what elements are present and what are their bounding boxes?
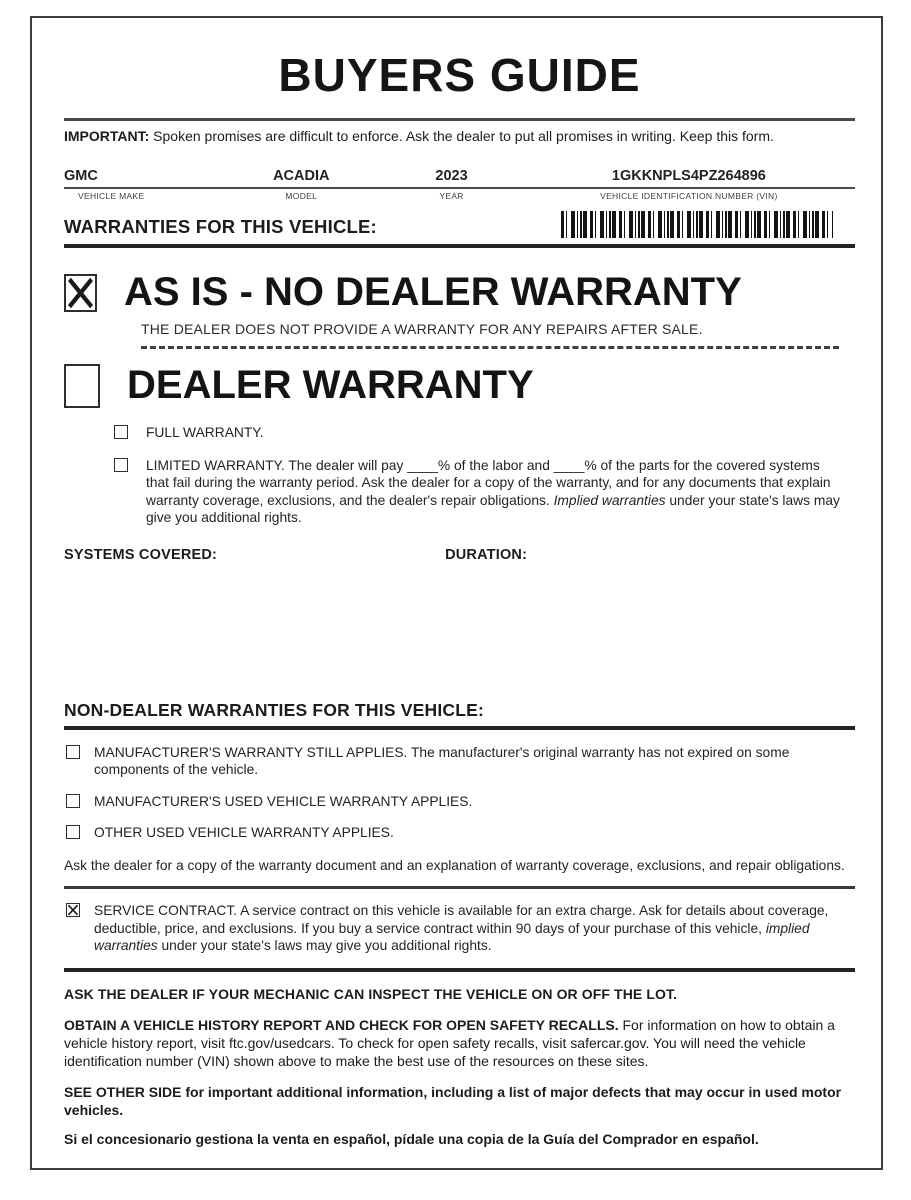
non-dealer-bottom-divider: [64, 886, 855, 889]
limited-warranty-text-main: LIMITED WARRANTY. The dealer will pay ____% of the labor and ____% of the parts for the covered systems that fail during the warranty period. Ask the dealer for a copy of the warranty, and for any documents that explain warranty coverage, exclusions, and the dealer's repair obligations.: [146, 457, 831, 508]
dealer-warranty-checkbox[interactable]: [64, 364, 100, 408]
as-is-subtitle: THE DEALER DOES NOT PROVIDE A WARRANTY FOR ANY REPAIRS AFTER SALE.: [141, 321, 703, 337]
vehicle-info-labels: [64, 191, 855, 201]
warranties-heading: WARRANTIES FOR THIS VEHICLE:: [64, 216, 377, 237]
other-used-warranty-text: OTHER USED VEHICLE WARRANTY APPLIES.: [94, 825, 394, 840]
vehicle-year-label: YEAR: [439, 191, 464, 201]
vehicle-vin-label: VEHICLE IDENTIFICATION NUMBER (VIN): [600, 191, 778, 201]
manufacturer-used-warranty-text: MANUFACTURER'S USED VEHICLE WARRANTY APPLIES.: [94, 793, 473, 809]
vehicle-info-underline: [64, 187, 855, 189]
limited-warranty-text-italic: Implied warranties: [553, 492, 666, 508]
as-is-checkbox[interactable]: [64, 274, 97, 312]
vehicle-model-value: ACADIA: [273, 168, 330, 184]
limited-warranty-item: [114, 457, 855, 527]
service-contract-text-end: under your state's laws may give you additional rights.: [157, 938, 492, 953]
non-dealer-note: Ask the dealer for a copy of the warranty document and an explanation of warranty coverage, exclusions, and repair obligations.: [64, 857, 845, 873]
important-label: IMPORTANT:: [64, 128, 150, 144]
other-used-warranty-checkbox[interactable]: [66, 825, 80, 839]
vehicle-model-label: MODEL: [285, 191, 318, 201]
duration-label: DURATION:: [445, 546, 528, 563]
full-warranty-checkbox[interactable]: [114, 425, 128, 439]
form-sheet: [30, 16, 883, 1170]
manufacturer-used-warranty-item: [66, 793, 855, 811]
limited-warranty-checkbox[interactable]: [114, 458, 128, 472]
history-report-rest: For information on how to obtain a vehicle history report, visit ftc.gov/usedcars. To check for open safety recalls, visit safercar.gov. You will need the vehicle identification number (VIN) shown above to make the best use of the resources on these sites.: [64, 1016, 835, 1069]
systems-covered-blank-area: [64, 563, 855, 700]
warranties-divider: [64, 244, 855, 248]
form-content: [32, 48, 881, 1147]
service-contract-text-italic: implied warranties: [94, 920, 810, 953]
non-dealer-divider: [64, 726, 855, 730]
warranties-heading-row: [64, 211, 855, 238]
service-contract-text: [94, 902, 854, 955]
limited-warranty-text: [146, 457, 846, 527]
manufacturer-warranty-text: MANUFACTURER'S WARRANTY STILL APPLIES. The manufacturer's original warranty has not expired on some components of the vehicle.: [94, 744, 790, 777]
important-notice: [64, 128, 855, 144]
manufacturer-warranty-checkbox[interactable]: [66, 745, 80, 759]
x-mark-icon: [67, 904, 79, 916]
manufacturer-used-warranty-checkbox[interactable]: [66, 794, 80, 808]
vehicle-make-value: GMC: [64, 168, 98, 184]
full-warranty-label: FULL WARRANTY.: [146, 425, 264, 440]
other-used-warranty-item: [66, 824, 855, 842]
manufacturer-warranty-item: [66, 744, 855, 779]
title-divider: [64, 118, 855, 121]
page-title: BUYERS GUIDE: [278, 49, 641, 101]
mechanic-inspect-line: ASK THE DEALER IF YOUR MECHANIC CAN INSPECT THE VEHICLE ON OR OFF THE LOT.: [64, 985, 678, 1002]
service-contract-divider: [64, 968, 855, 972]
dealer-warranty-title: DEALER WARRANTY: [127, 363, 534, 407]
limited-warranty-text-end: under your state's laws may give you additional rights.: [146, 492, 840, 525]
history-report-lead: OBTAIN A VEHICLE HISTORY REPORT AND CHECK FOR OPEN SAFETY RECALLS.: [64, 1016, 619, 1033]
vehicle-make-label: VEHICLE MAKE: [78, 191, 145, 201]
x-mark-icon: [66, 276, 95, 310]
vehicle-vin-value: 1GKKNPLS4PZ264896: [611, 168, 766, 184]
systems-duration-row: [64, 547, 855, 563]
systems-covered-label: SYSTEMS COVERED:: [64, 546, 218, 563]
service-contract-checkbox[interactable]: [66, 903, 80, 917]
service-contract-item: [66, 902, 855, 955]
as-is-section: [64, 270, 855, 315]
non-dealer-heading: NON-DEALER WARRANTIES FOR THIS VEHICLE:: [64, 699, 485, 720]
vehicle-year-value: 2023: [435, 168, 468, 184]
as-is-title: AS IS - NO DEALER WARRANTY: [124, 270, 742, 314]
dealer-warranty-section: [64, 363, 855, 408]
full-warranty-item: [114, 424, 855, 442]
dashed-divider: [141, 346, 839, 349]
vin-barcode: [561, 211, 833, 238]
spanish-notice: Si el concesionario gestiona la venta en español, pídale una copia de la Guía del Comprador en español.: [64, 1130, 759, 1147]
history-report-paragraph: [64, 1016, 855, 1070]
see-other-side-paragraph: SEE OTHER SIDE for important additional information, including a list of major defects that may occur in used motor vehicles.: [64, 1083, 842, 1118]
service-contract-text-main: SERVICE CONTRACT. A service contract on this vehicle is available for an extra charge. Ask for details about coverage, deductible, price, and exclusions. If you buy a service contract within 90 days of your purchase of this vehicle,: [94, 903, 829, 936]
vehicle-info-values: [64, 168, 855, 184]
important-text: Spoken promises are difficult to enforce. Ask the dealer to put all promises in writing. Keep this form.: [149, 128, 774, 144]
